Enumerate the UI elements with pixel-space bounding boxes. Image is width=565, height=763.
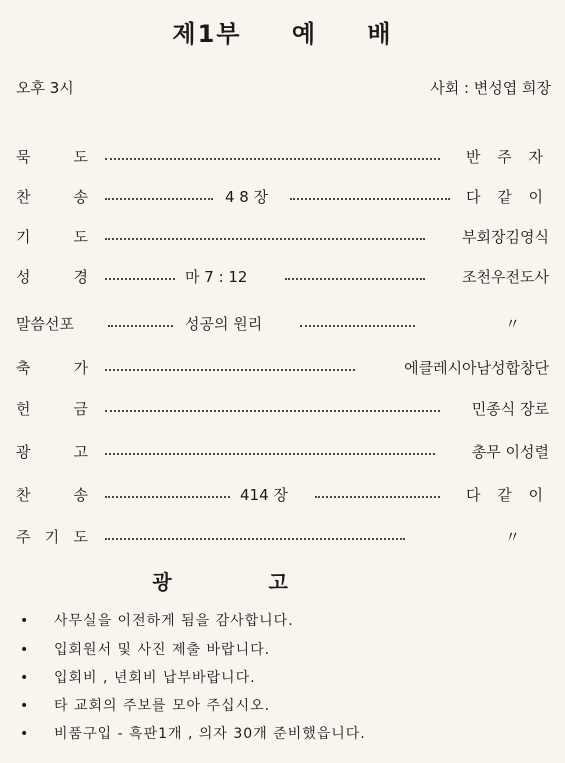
order-label-sermon: 말씀선포 (16, 315, 74, 333)
leader-dots (105, 238, 425, 240)
order-right-hymn-2: 다 같 이 (465, 486, 549, 504)
order-label-prayer: 기 도 (16, 228, 88, 246)
order-mid-hymn-1: 4 8 장 (225, 188, 269, 206)
order-right-sermon: 〃 (504, 315, 520, 333)
leader-dots (108, 325, 173, 327)
bullet-icon: • (20, 613, 30, 629)
leader-dots (105, 369, 355, 371)
leader-dots (290, 198, 450, 200)
order-right-lords-prayer: 〃 (504, 528, 520, 546)
order-label-scripture: 성 경 (16, 268, 88, 286)
order-right-hymn-1: 다 같 이 (465, 188, 549, 206)
leader-dots (105, 496, 230, 498)
order-right-silent-prayer: 반 주 자 (465, 148, 549, 166)
service-time: 오후 3시 (16, 79, 74, 97)
order-mid-sermon: 성공의 원리 (185, 315, 263, 333)
announcement-item: • 비품구입 - 흑판1개 , 의자 30개 준비했읍니다. (20, 726, 366, 742)
leader-dots (105, 198, 213, 200)
announcements-title: 광 고 (152, 570, 288, 594)
leader-dots (300, 325, 415, 327)
order-right-announcements: 총무 이성렬 (471, 443, 549, 461)
order-right-scripture: 조천우전도사 (462, 268, 549, 286)
order-right-offering: 민종식 장로 (471, 400, 549, 418)
order-label-anthem: 축 가 (16, 359, 88, 377)
service-host: 사회 : 변성엽 희장 (430, 79, 551, 97)
order-right-anthem: 에클레시아남성합창단 (404, 359, 549, 377)
leader-dots (285, 278, 425, 280)
leader-dots (105, 538, 405, 540)
announcement-item: • 사무실을 이전하게 됨을 감사합니다. (20, 613, 294, 629)
order-mid-hymn-2: 414 장 (240, 486, 288, 504)
announcement-item: • 입회비 , 년회비 납부바랍니다. (20, 670, 256, 686)
announcement-item: • 타 교회의 주보를 모아 주십시오. (20, 698, 271, 714)
page-title: 제1부 예 배 (172, 20, 393, 48)
order-label-lords-prayer: 주 기 도 (16, 528, 88, 546)
order-label-offering: 헌 금 (16, 400, 88, 418)
order-label-silent-prayer: 묵 도 (16, 148, 88, 166)
bullet-icon: • (20, 642, 30, 658)
bullet-icon: • (20, 670, 30, 686)
leader-dots (105, 453, 435, 455)
bullet-icon: • (20, 698, 30, 714)
order-right-prayer: 부회장김영식 (462, 228, 549, 246)
leader-dots (105, 410, 440, 412)
order-label-hymn-1: 찬 송 (16, 188, 88, 206)
order-mid-scripture: 마 7 : 12 (185, 268, 248, 286)
order-label-announcements: 광 고 (16, 443, 88, 461)
bullet-icon: • (20, 726, 30, 742)
order-label-hymn-2: 찬 송 (16, 486, 88, 504)
leader-dots (315, 496, 440, 498)
leader-dots (105, 278, 175, 280)
announcement-item: • 입회원서 및 사진 제출 바랍니다. (20, 642, 271, 658)
leader-dots (105, 158, 440, 160)
